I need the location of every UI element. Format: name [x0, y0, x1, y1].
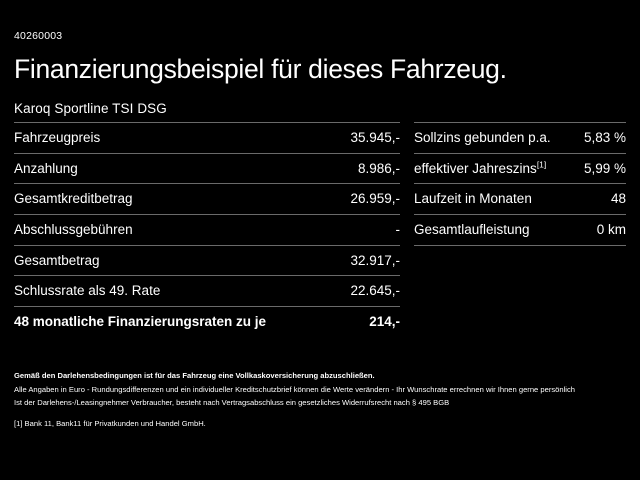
row-label: [414, 189, 532, 209]
legal-disclaimer: [14, 370, 626, 430]
row-label-text: Gesamtlaufleistung: [414, 221, 530, 237]
reference-id: 40260003: [14, 30, 63, 42]
row-value: 32.917,-: [350, 252, 400, 268]
table-row: [14, 184, 400, 215]
table-row: [414, 154, 626, 185]
row-value: -: [395, 221, 400, 237]
table-row-monthly-rate: [14, 307, 400, 337]
row-value: 35.945,-: [350, 130, 400, 146]
table-row: [14, 122, 400, 154]
vehicle-model-subtitle: Karoq Sportline TSI DSG: [14, 101, 167, 117]
table-row: [14, 276, 400, 307]
row-label-text: Laufzeit in Monaten: [414, 191, 532, 207]
row-label: Fahrzeugpreis: [14, 130, 101, 146]
row-value: 22.645,-: [350, 283, 400, 299]
row-value: 48: [610, 191, 626, 207]
row-label: Gesamtbetrag: [14, 252, 100, 268]
legal-footnote: [1] Bank 11, Bank11 für Privatkunden und Handel GmbH.: [14, 418, 206, 428]
table-row: [414, 215, 626, 246]
row-value: 26.959,-: [350, 191, 400, 207]
finance-details-table: [14, 122, 400, 336]
tables-container: [14, 122, 626, 336]
row-value: 214,-: [369, 313, 400, 329]
finance-terms-table: [414, 122, 626, 336]
legal-paragraph-1: Alle Angaben in Euro - Rundungsdifferenzen und ein individueller Kreditschutzbrief können die Werte verändern - Ihr Wunschrate errechnen wir Ihnen gerne persönlich: [14, 385, 576, 395]
table-row: [414, 122, 626, 154]
column-spacer: [400, 122, 414, 336]
row-label: Anzahlung: [14, 160, 78, 176]
legal-paragraph-2: Ist der Darlehens-/Leasingnehmer Verbraucher, besteht nach Vertragsabschluss ein gesetzliches Widerrufsrecht nach § 495 BGB: [14, 397, 450, 407]
row-label: 48 monatliche Finanzierungsraten zu je: [14, 313, 267, 329]
row-label: [414, 128, 551, 148]
row-value: 5,83 %: [583, 130, 626, 146]
row-label: Schlussrate als 49. Rate: [14, 283, 161, 299]
row-label: [414, 220, 530, 240]
table-row: [14, 246, 400, 277]
row-value: 8.986,-: [357, 160, 400, 176]
table-row: [14, 215, 400, 246]
footnote-marker: [1]: [536, 159, 547, 170]
page-title: Finanzierungsbeispiel für dieses Fahrzeug.: [14, 54, 507, 84]
row-label: Gesamtkreditbetrag: [14, 191, 133, 207]
table-row: [14, 154, 400, 185]
row-label: [414, 159, 546, 179]
row-value: 0 km: [596, 221, 626, 237]
legal-bold-line: Gemäß den Darlehensbedingungen ist für das Fahrzeug eine Vollkaskoversicherung abzuschließen.: [14, 371, 375, 380]
row-label: Abschlussgebühren: [14, 221, 133, 237]
row-label-text: effektiver Jahreszins: [414, 160, 537, 176]
table-row: [414, 184, 626, 215]
row-value: 5,99 %: [583, 160, 626, 176]
row-label-text: Sollzins gebunden p.a.: [414, 130, 551, 146]
